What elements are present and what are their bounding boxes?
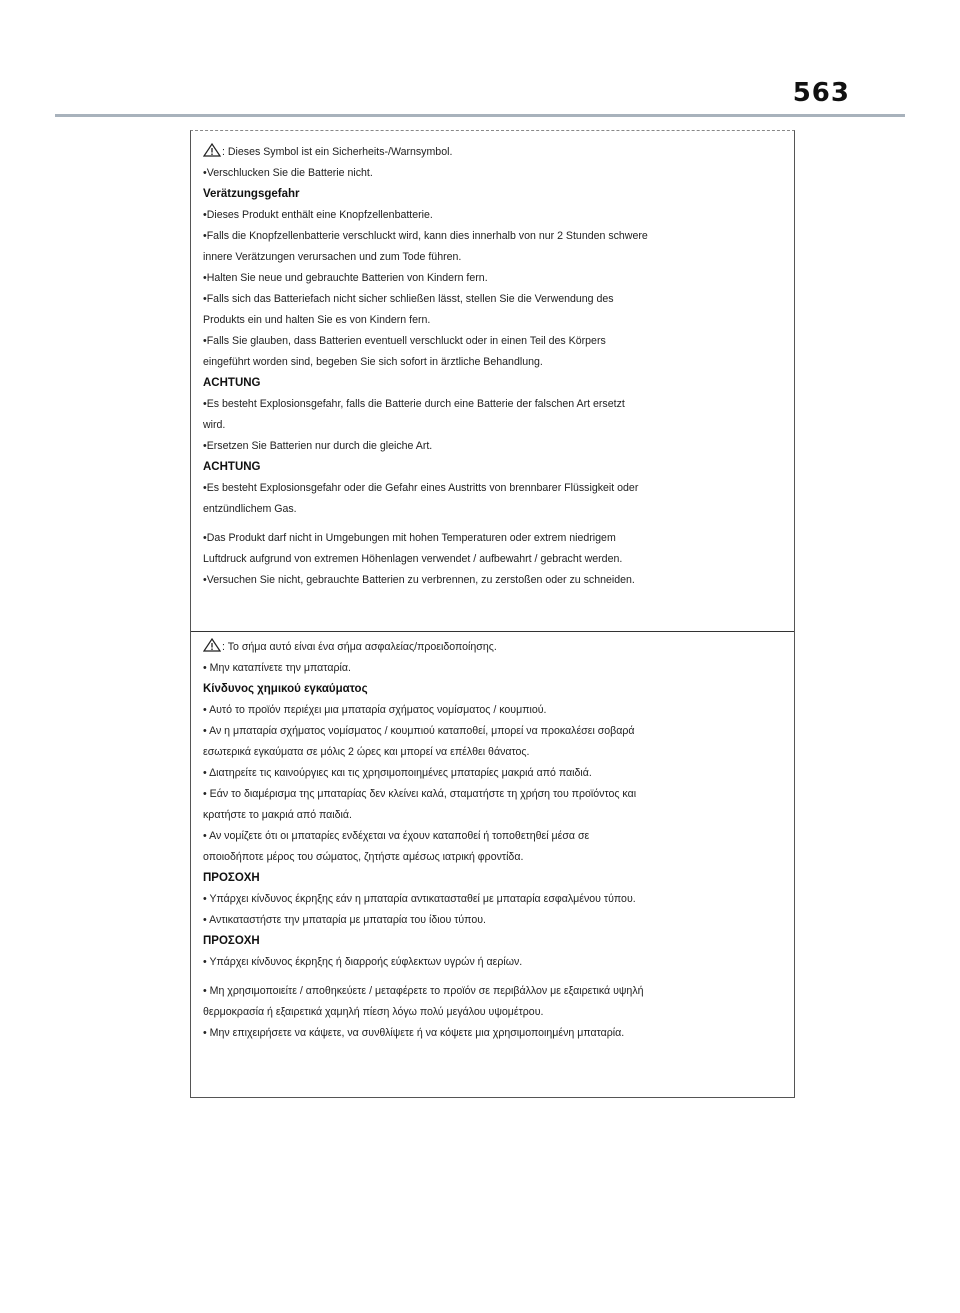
greek-line: • Υπάρχει κίνδυνος έκρηξης ή διαρροής εύφλεκτων υγρών ή αερίων. <box>203 956 523 968</box>
warning-triangle-icon <box>203 143 221 157</box>
greek-line: οποιοδήποτε μέρος του σώματος, ζητήστε αμέσως ιατρική φροντίδα. <box>203 851 524 863</box>
german-line: •Falls Sie glauben, dass Batterien eventuell verschluckt oder in einen Teil des Körpers <box>203 335 606 347</box>
german-line: •Falls sich das Batteriefach nicht sicher schließen lässt, stellen Sie die Verwendung des <box>203 293 614 305</box>
german-line: •Das Produkt darf nicht in Umgebungen mit hohen Temperaturen oder extrem niedrigem <box>203 532 616 544</box>
german-line: entzündlichem Gas. <box>203 503 297 515</box>
german-line-symbol: : Dieses Symbol ist ein Sicherheits-/Warnsymbol. <box>203 143 784 159</box>
greek-line: • Υπάρχει κίνδυνος έκρηξης εάν η μπαταρία αντικατασταθεί με μπαταρία εσφαλμένου τύπου. <box>203 893 636 905</box>
greek-line: • Εάν το διαμέρισμα της μπαταρίας δεν κλείνει καλά, σταματήστε τη χρήση του προϊόντος και <box>203 788 637 800</box>
greek-line: κρατήστε το μακριά από παιδιά. <box>203 809 352 821</box>
greek-line: • Αν νομίζετε ότι οι μπαταρίες ενδέχεται να έχουν καταποθεί ή τοποθετηθεί μέσα σε <box>203 830 590 842</box>
german-line: •Ersetzen Sie Batterien nur durch die gleiche Art. <box>203 440 433 452</box>
german-line: •Es besteht Explosionsgefahr, falls die Batterie durch eine Batterie der falschen Art ersetzt <box>203 398 625 410</box>
greek-warning-section <box>191 631 794 1093</box>
greek-line: • Μη χρησιμοποιείτε / αποθηκεύετε / μεταφέρετε το προϊόν σε περιβάλλον με εξαιρετικά υψηλή <box>203 985 644 997</box>
warning-label-scan <box>190 130 795 1098</box>
greek-heading: ΠΡΟΣΟΧΗ <box>203 872 260 884</box>
german-line: eingeführt worden sind, begeben Sie sich sofort in ärztliche Behandlung. <box>203 356 543 368</box>
greek-line-symbol: : Το σήμα αυτό είναι ένα σήμα ασφαλείας/προειδοποίησης. <box>203 638 784 654</box>
greek-line: • Αυτό το προϊόν περιέχει μια μπαταρία σχήματος νομίσματος / κουμπιού. <box>203 704 547 716</box>
german-line: •Versuchen Sie nicht, gebrauchte Batterien zu verbrennen, zu zerstoßen oder zu schneiden. <box>203 574 635 586</box>
german-line: •Verschlucken Sie die Batterie nicht. <box>203 167 373 179</box>
german-line: innere Verätzungen verursachen und zum Tode führen. <box>203 251 462 263</box>
greek-line: • Αντικαταστήστε την μπαταρία με μπαταρία του ίδιου τύπου. <box>203 914 486 926</box>
warning-triangle-icon <box>203 638 221 652</box>
greek-heading: ΠΡΟΣΟΧΗ <box>203 935 260 947</box>
greek-heading: Κίνδυνος χημικού εγκαύματος <box>203 683 368 695</box>
german-warning-section <box>191 137 794 630</box>
german-line: Luftdruck aufgrund von extremen Höhenlagen verwendet / aufbewahrt / gebracht werden. <box>203 553 623 565</box>
german-heading: Verätzungsgefahr <box>203 188 300 200</box>
german-line: •Dieses Produkt enthält eine Knopfzellenbatterie. <box>203 209 433 221</box>
greek-line: θερμοκρασία ή εξαιρετικά χαμηλή πίεση λόγω πολύ μεγάλου υψομέτρου. <box>203 1006 544 1018</box>
greek-line: • Αν η μπαταρία σχήματος νομίσματος / κουμπιού καταποθεί, μπορεί να προκαλέσει σοβαρά <box>203 725 635 737</box>
greek-line: εσωτερικά εγκαύματα σε μόλις 2 ώρες και μπορεί να επέλθει θάνατος. <box>203 746 530 758</box>
greek-line: • Διατηρείτε τις καινούργιες και τις χρησιμοποιημένες μπαταρίες μακριά από παιδιά. <box>203 767 592 779</box>
header-rule <box>55 114 905 117</box>
german-heading: ACHTUNG <box>203 461 261 473</box>
german-line: Produkts ein und halten Sie es von Kindern fern. <box>203 314 431 326</box>
german-line: •Falls die Knopfzellenbatterie verschluckt wird, kann dies innerhalb von nur 2 Stunden schwere <box>203 230 648 242</box>
german-line: •Halten Sie neue und gebrauchte Batterien von Kindern fern. <box>203 272 488 284</box>
greek-line: • Μην καταπίνετε την μπαταρία. <box>203 662 351 674</box>
german-line: wird. <box>203 419 226 431</box>
greek-line: • Μην επιχειρήσετε να κάψετε, να συνθλίψετε ή να κόψετε μια χρησιμοποιημένη μπαταρία. <box>203 1027 625 1039</box>
page-number: 563 <box>792 78 850 108</box>
german-heading: ACHTUNG <box>203 377 261 389</box>
german-line: •Es besteht Explosionsgefahr oder die Gefahr eines Austritts von brennbarer Flüssigkeit oder <box>203 482 639 494</box>
